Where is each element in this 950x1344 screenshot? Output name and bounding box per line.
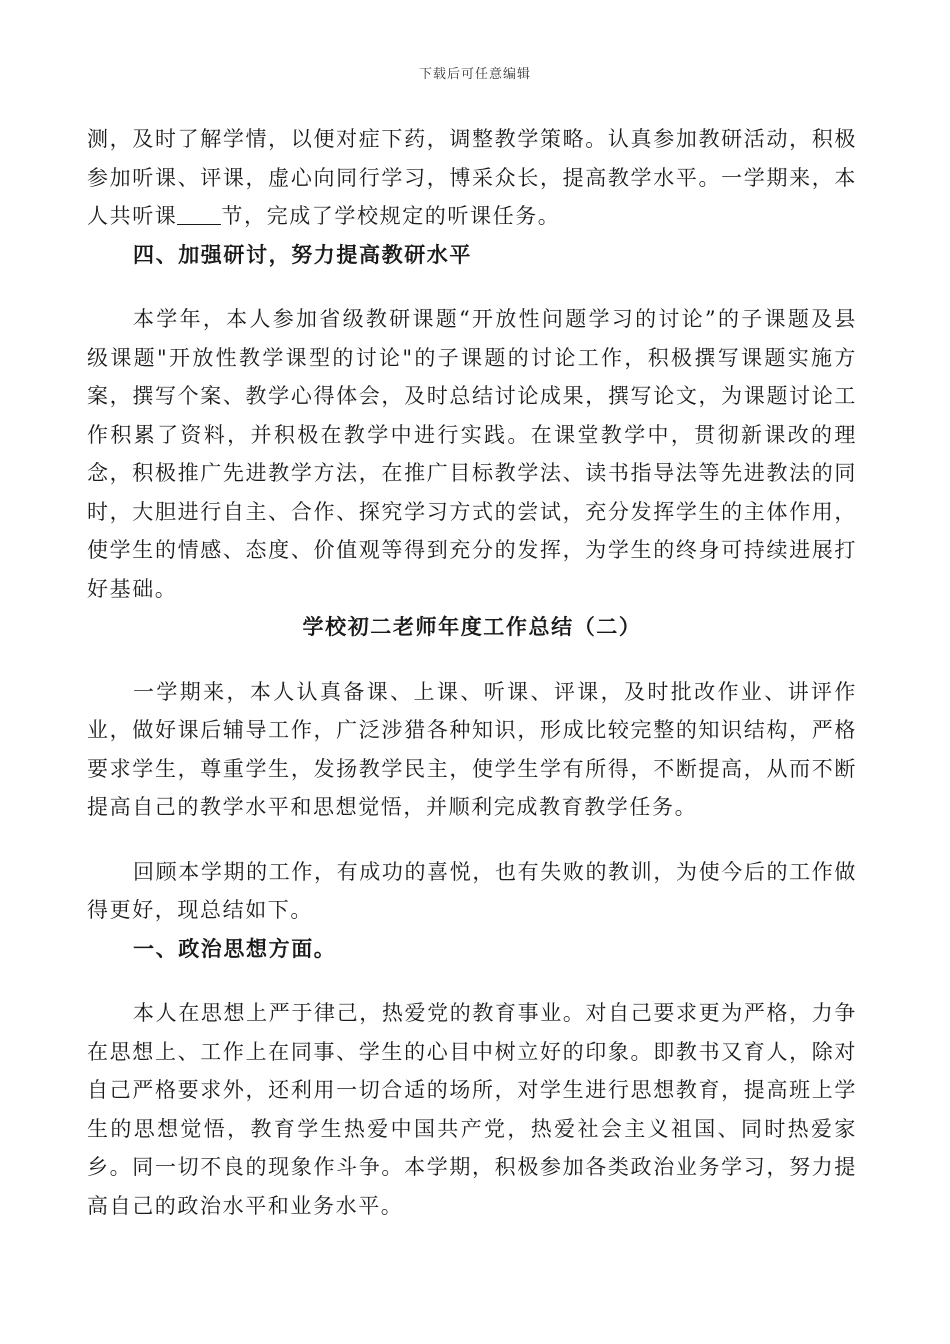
section-heading-political: 一、政治思想方面。 [133,935,337,961]
paragraph-text: 测，及时了解学情，以便对症下药，调整教学策略。认真参加教研活动，积极参加听课、评课，虚心向同行学习，博采众长，提高教学水平。一学期来，本人共听课 [87,127,857,228]
paragraph-text: 节，完成了学校规定的听课任务。 [221,204,561,228]
fill-in-blank [177,204,221,225]
document-title: 学校初二老师年度工作总结（二） [302,614,642,639]
paragraph-continued [87,120,857,236]
paragraph-review: 回顾本学期的工作，有成功的喜悦，也有失败的教训，为使今后的工作做得更好，现总结如下。 [87,859,857,922]
document-body [87,120,857,1225]
page-header-note: 下载后可任意编辑 [418,67,531,82]
paragraph-political: 本人在思想上严于律己，热爱党的教育事业。对自己要求更为严格，力争在思想上、工作上在同事、学生的心目中树立好的印象。即教书又育人，除对自己严格要求外，还利用一切合适的场所，对学生进行思想教育，提高班上学生的思想觉悟，教育学生热爱中国共产党，热爱社会主义祖国、同时热爱家乡。同一切不良的现象作斗争。本学期，积极参加各类政治业务学习，努力提高自己的政治水平和业务水平。 [87,1001,857,1218]
paragraph-research: 本学年，本人参加省级教研课题“开放性问题学习的讨论”的子课题及县级课题"开放性教学课型的讨论"的子课题的讨论工作，积极撰写课题实施方案，撰写个案、教学心得体会，及时总结讨论成果，撰写论文，为课题讨论工作积累了资料，并积极在教学中进行实践。在课堂教学中，贯彻新课改的理念，积极推广先进教学方法，在推广目标教学法、读书指导法等先进教法的同时，大胆进行自主、合作、探究学习方式的尝试，充分发挥学生的主体作用，使学生的情感、态度、价值观等得到充分的发挥，为学生的终身可持续进展打好基础。 [87,307,857,601]
paragraph-intro: 一学期来，本人认真备课、上课、听课、评课，及时批改作业、讲评作业，做好课后辅导工作，广泛涉猎各种知识，形成比较完整的知识结构，严格要求学生，尊重学生，发扬教学民主，使学生学有所得，不断提高，从而不断提高自己的教学水平和思想觉悟，并顺利完成教育教学任务。 [87,679,857,819]
section-heading-research: 四、加强研讨，努力提高教研水平 [133,241,472,267]
